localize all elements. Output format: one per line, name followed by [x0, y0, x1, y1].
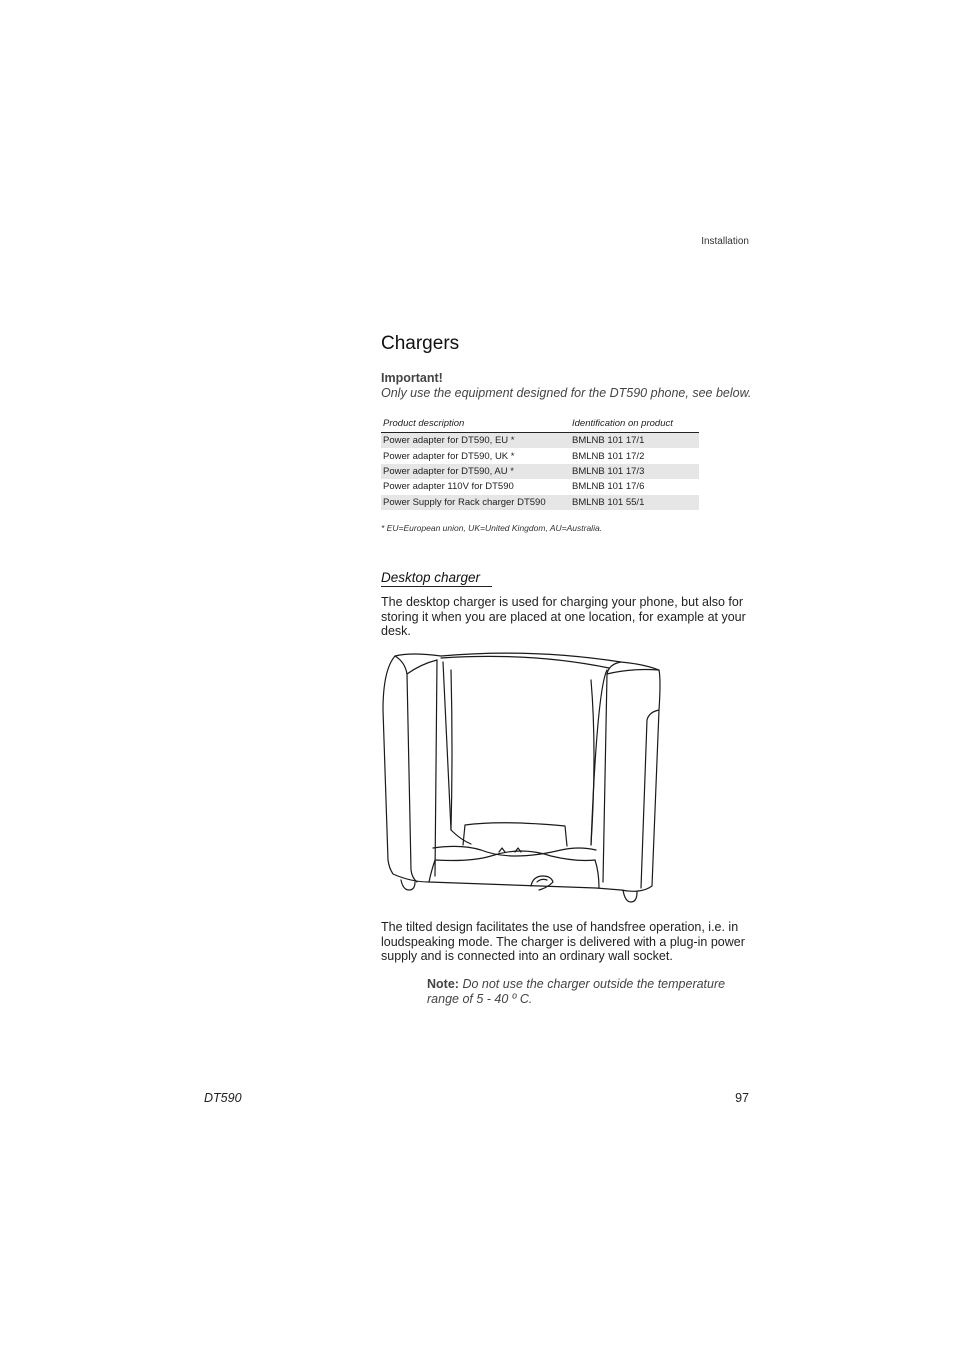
footer-product-name: DT590: [204, 1091, 242, 1105]
table-cell-identification: BMLNB 101 17/2: [572, 450, 645, 462]
table-row: [381, 479, 699, 494]
important-label: Important!: [381, 371, 443, 385]
note-label: Note:: [427, 977, 459, 991]
table-cell-product: Power adapter for DT590, AU *: [381, 464, 570, 479]
table-cell-product: Power adapter for DT590, UK *: [383, 450, 515, 462]
intro-paragraph: The desktop charger is used for charging your phone, but also for storing it when you are placed at one location, for example at your desk.: [381, 595, 746, 638]
table-row: [381, 433, 699, 449]
important-text: Only use the equipment designed for the DT590 phone, see below.: [381, 386, 752, 400]
table-row: [381, 495, 699, 510]
table-row: [381, 464, 699, 479]
subsection-title: Desktop charger: [381, 570, 492, 587]
design-paragraph: The tilted design facilitates the use of handsfree operation, i.e. in loudspeaking mode. The charger is delivered with a plug-in power supply and is connected into an ordinary wall socket.: [381, 920, 745, 963]
table-cell-identification: BMLNB 101 17/3: [570, 464, 699, 479]
table-cell-product: Power Supply for Rack charger DT590: [381, 495, 570, 510]
table-cell-product: Power adapter for DT590, EU *: [381, 433, 570, 449]
table-cell-identification: BMLNB 101 17/6: [572, 481, 645, 493]
table-cell-identification: BMLNB 101 17/1: [570, 433, 699, 449]
section-header: Installation: [701, 236, 749, 247]
page-title: Chargers: [381, 333, 460, 354]
table-cell-identification: BMLNB 101 55/1: [570, 495, 699, 510]
product-table: [381, 414, 699, 510]
note-text: Do not use the charger outside the temperature range of 5 - 40 º C.: [427, 977, 726, 1006]
table-header-row: [381, 414, 699, 433]
table-cell-product: Power adapter 110V for DT590: [383, 481, 514, 493]
desktop-charger-illustration: [381, 650, 663, 910]
table-row: [381, 448, 699, 463]
footnote: * EU=European union, UK=United Kingdom, AU=Australia.: [381, 523, 603, 533]
column-header-product: Product description: [381, 414, 570, 433]
page-number: 97: [735, 1091, 749, 1105]
temperature-note: [427, 977, 747, 1007]
column-header-identification: Identification on product: [570, 414, 699, 433]
